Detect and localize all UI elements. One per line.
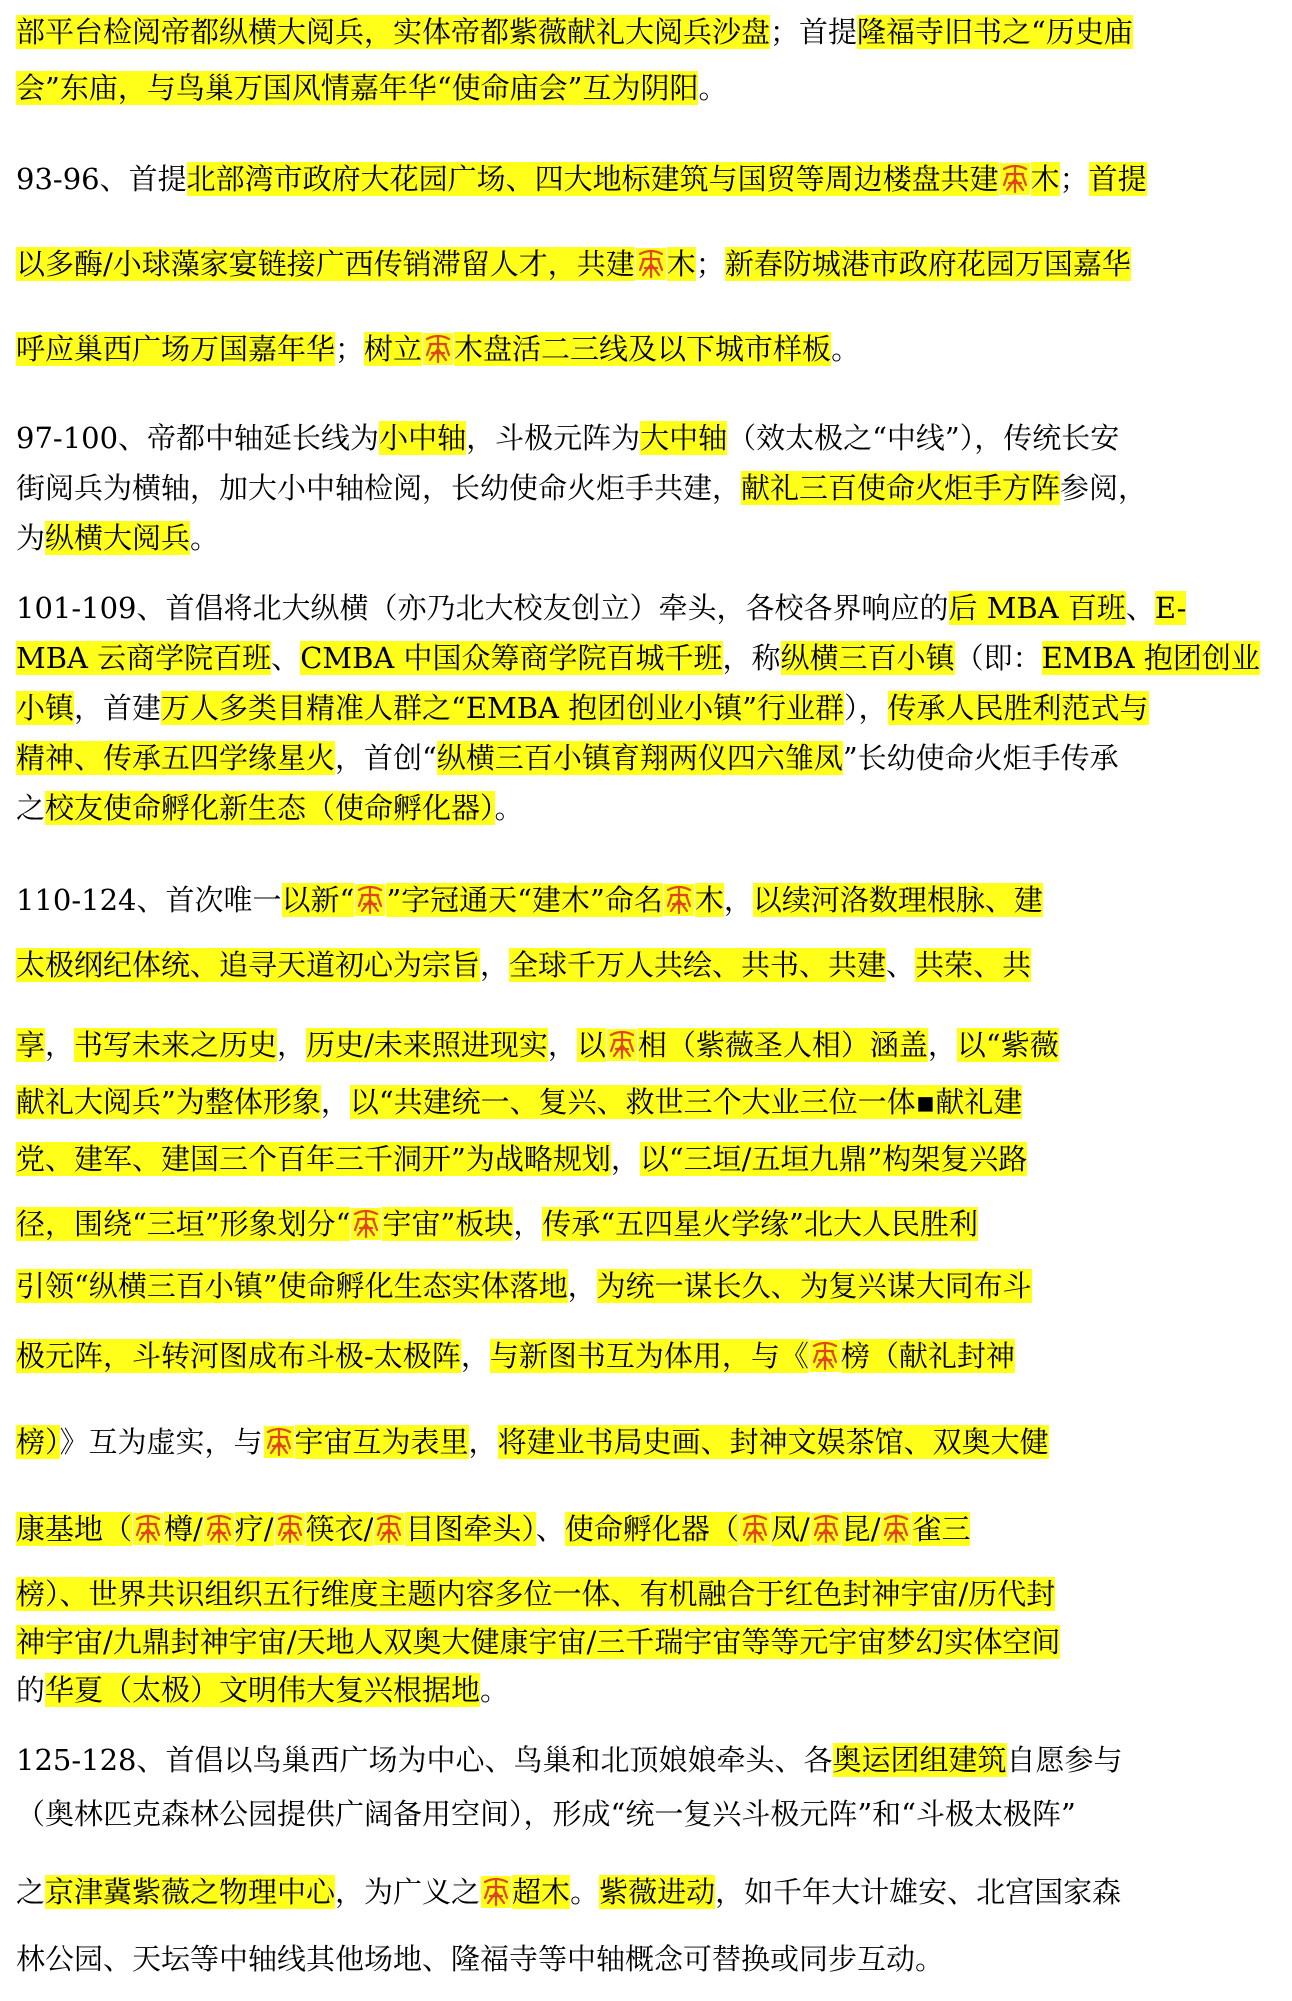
plain-text: ， (547, 1028, 577, 1062)
highlighted-text: CMBA 中国众筹商学院百城千班 (300, 641, 723, 675)
plain-text: ； (695, 247, 725, 281)
highlighted-text: 大中轴 (640, 421, 728, 455)
plain-text: （效太极之“中线”），传统长安 (727, 421, 1120, 455)
highlighted-text: 以续河洛数理根脉、建 (752, 883, 1043, 917)
text-line (16, 734, 1119, 782)
highlighted-text: 校友使命孵化新生态（使命孵化器） (45, 791, 495, 825)
plain-text: 林公园、天坛等中轴线其他场地、隆福寺等中轴概念可替换或同步互动。 (16, 1942, 945, 1976)
text-line (16, 1332, 1015, 1380)
highlighted-text: 小镇 (16, 691, 75, 725)
highlighted-text: 隆福寺旧书之“历史庙 (857, 15, 1133, 49)
highlighted-text: 以“三垣/五垣九鼎”构架复兴路 (639, 1142, 1028, 1176)
plain-text: 。 (570, 1875, 600, 1909)
plain-text: ， (480, 948, 510, 982)
highlighted-text: 以“共建统一、复兴、救世三个大业三位一体▪献礼建 (349, 1085, 1023, 1119)
highlighted-text: 共荣、共 (915, 948, 1032, 982)
highlighted-text: 树立 (364, 332, 423, 366)
highlighted-text: 享 (16, 1028, 46, 1062)
seal-glyph-icon (204, 1513, 234, 1545)
plain-text: 。 (190, 521, 220, 555)
text-line (16, 1736, 1123, 1784)
seal-glyph-icon (374, 1513, 404, 1545)
plain-text: ； (1059, 162, 1089, 196)
text-line (16, 464, 1147, 512)
plain-text: 。 (831, 332, 861, 366)
highlighted-text: 传承“五四星火学缘”北大人民胜利 (542, 1207, 978, 1241)
highlighted-text: 北部湾市政府大花园广场、四大地标建筑与国贸等周边楼盘共建 (186, 162, 999, 196)
highlighted-text: 与新图书互为体用，与《 (489, 1339, 809, 1373)
seal-glyph-icon (740, 1513, 770, 1545)
plain-text: ”长幼使命火炬手传承 (842, 741, 1119, 775)
highlighted-text: ”字冠通天“建木”命名 (386, 883, 663, 917)
plain-text: ）， (844, 691, 888, 725)
text-line (16, 155, 1147, 203)
plain-text: ， (277, 1028, 307, 1062)
text-line (16, 634, 1260, 682)
plain-text: 101-109、首倡将北大纵横（亦乃北大校友创立）牵头，各校各界响应的 (16, 591, 949, 625)
highlighted-text: 呼应巢西广场万国嘉年华 (16, 332, 336, 366)
plain-text: 。 (480, 1673, 510, 1707)
plain-text: 街阅兵为横轴，加大小中轴检阅，长幼使命火炬手共建， (16, 471, 742, 505)
text-line (16, 1666, 509, 1714)
seal-glyph-icon (133, 1513, 163, 1545)
plain-text: ，斗极元阵为 (466, 421, 641, 455)
highlighted-text: 精神、传承五四学缘星火 (16, 741, 336, 775)
text-line (16, 1262, 1032, 1310)
highlighted-text: 会”东庙，与鸟巢万国风情嘉年华“使命庙会”互为阴阳 (16, 71, 699, 105)
plain-text: 参阅， (1060, 471, 1148, 505)
seal-glyph-icon (264, 1426, 294, 1458)
plain-text: ，为广义之 (335, 1875, 481, 1909)
plain-text: ，首创“ (335, 741, 437, 775)
text-line (16, 1418, 1049, 1466)
plain-text: ， (723, 883, 753, 917)
plain-text: ， (513, 1207, 543, 1241)
seal-glyph-icon (881, 1513, 911, 1545)
highlighted-text: 疗/ (234, 1512, 274, 1546)
highlighted-text: 书写未来之历史 (74, 1028, 278, 1062)
highlighted-text: 筷衣/ (305, 1512, 374, 1546)
plain-text: 110-124、首次唯一 (16, 883, 282, 917)
highlighted-text: 后 MBA 百班 (948, 591, 1126, 625)
seal-glyph-icon (607, 1029, 637, 1061)
plain-text: ，称 (722, 641, 781, 675)
highlighted-text: 木 (1030, 162, 1060, 196)
highlighted-text: 榜）、世界共识组织五行维度主题内容多位一体、有机融合于红色封神宇宙/历代封 (16, 1577, 1056, 1611)
highlighted-text: 纵横三百小镇育翔两仪四六雏凤 (436, 741, 843, 775)
highlighted-text: 榜） (16, 1425, 60, 1459)
highlighted-text: 木 (666, 247, 696, 281)
plain-text: ，首建 (74, 691, 162, 725)
text-line (16, 64, 728, 112)
highlighted-text: 以多酶/小球藻家宴链接广西传销滞留人才，共建 (16, 247, 635, 281)
seal-glyph-icon (664, 884, 694, 916)
highlighted-text: 奥运团组建筑 (832, 1743, 1007, 1777)
highlighted-text: 新春防城港市政府花园万国嘉华 (724, 247, 1131, 281)
text-line (16, 325, 860, 373)
highlighted-text: 小中轴 (379, 421, 467, 455)
plain-text: 。 (494, 791, 524, 825)
highlighted-text: 万人多类目精准人群之“EMBA 抱团创业小镇”行业群 (161, 691, 845, 725)
seal-glyph-icon (355, 884, 385, 916)
plain-text: ， (320, 1085, 350, 1119)
seal-glyph-icon (275, 1513, 305, 1545)
highlighted-text: 京津冀紫薇之物理中心 (45, 1875, 336, 1909)
plain-text: （奥林匹克森林公园提供广阔备用空间），形成“统一复兴斗极元阵”和“斗极太极阵” (16, 1797, 1076, 1831)
highlighted-text: 樽/ (164, 1512, 203, 1546)
highlighted-text: 太极纲纪体统、追寻天道初心为宗旨 (16, 948, 481, 982)
highlighted-text: 以 (576, 1028, 606, 1062)
text-line (16, 876, 1043, 924)
highlighted-text: 历史/未来照进现实 (306, 1028, 548, 1062)
highlighted-text: 华夏（太极）文明伟大复兴根据地 (45, 1673, 481, 1707)
text-line (16, 1505, 970, 1553)
highlighted-text: 康基地（ (16, 1512, 133, 1546)
highlighted-text: 宇宙”板块 (382, 1207, 514, 1241)
text-line (16, 1618, 1060, 1666)
text-line (16, 584, 1186, 632)
plain-text: 之 (16, 791, 46, 825)
text-line (16, 1135, 1027, 1183)
highlighted-text: 首提 (1088, 162, 1147, 196)
seal-glyph-icon (481, 1876, 511, 1908)
plain-text: ， (927, 1028, 957, 1062)
plain-text: 、 (886, 948, 916, 982)
highlighted-text: 木 (694, 883, 724, 917)
text-line (16, 240, 1131, 288)
highlighted-text: 相（紫薇圣人相）涵盖 (637, 1028, 928, 1062)
plain-text: ，如千年大计雄安、北宫国家森 (715, 1875, 1122, 1909)
plain-text: 97-100、帝都中轴延长线为 (16, 421, 380, 455)
text-line (16, 1790, 1076, 1838)
plain-text: ， (567, 1269, 597, 1303)
highlighted-text: 献礼三百使命火炬手方阵 (741, 471, 1061, 505)
seal-glyph-icon (810, 1340, 840, 1372)
plain-text: 125-128、首倡以鸟巢西广场为中心、鸟巢和北顶娘娘牵头、各 (16, 1743, 833, 1777)
seal-glyph-icon (351, 1208, 381, 1240)
text-line (16, 941, 1031, 989)
text-line (16, 514, 219, 562)
highlighted-text: EMBA 抱团创业 (1041, 641, 1260, 675)
plain-text: ， (460, 1339, 490, 1373)
highlighted-text: 引领“纵横三百小镇”使命孵化生态实体落地 (16, 1269, 568, 1303)
highlighted-text: 纵横三百小镇 (780, 641, 955, 675)
highlighted-text: 极元阵，斗转河图成布斗极-太极阵 (16, 1339, 461, 1373)
plain-text: ；首提 (770, 15, 858, 49)
highlighted-text: 传承人民胜利范式与 (887, 691, 1149, 725)
text-line (16, 684, 1149, 732)
text-line (16, 1078, 1022, 1126)
plain-text: 、 (1125, 591, 1155, 625)
highlighted-text: 木盘活二三线及以下城市样板 (454, 332, 832, 366)
highlighted-text: 党、建军、建国三个百年三千洞开”为战略规划 (16, 1142, 611, 1176)
plain-text: 的 (16, 1673, 46, 1707)
highlighted-text: 将建业书局史画、封神文娱茶馆、双奥大健 (497, 1425, 1049, 1459)
plain-text: （即： (954, 641, 1042, 675)
plain-text: ， (468, 1425, 498, 1459)
highlighted-text: 超木 (512, 1875, 571, 1909)
highlighted-text: 目图牵头） (405, 1512, 536, 1546)
highlighted-text: MBA 云商学院百班 (16, 641, 272, 675)
text-line (16, 1021, 1059, 1069)
highlighted-text: 径，围绕“三垣”形象划分“ (16, 1207, 351, 1241)
seal-glyph-icon (811, 1513, 841, 1545)
highlighted-text: 榜（献礼封神 (840, 1339, 1015, 1373)
highlighted-text: 以新“ (281, 883, 355, 917)
highlighted-text: 以“紫薇 (956, 1028, 1059, 1062)
text-line (16, 8, 1133, 56)
highlighted-text: 为统一谋长久、为复兴谋大同布斗 (596, 1269, 1032, 1303)
plain-text: 》互为虚实，与 (59, 1425, 263, 1459)
highlighted-text: 紫薇进动 (599, 1875, 716, 1909)
highlighted-text: E- (1154, 591, 1187, 625)
plain-text: 。 (698, 71, 728, 105)
highlighted-text: 全球千万人共绘、共书、共建 (509, 948, 887, 982)
highlighted-text: 献礼大阅兵”为整体形象 (16, 1085, 321, 1119)
plain-text: 自愿参与 (1006, 1743, 1123, 1777)
text-line (16, 1570, 1055, 1618)
plain-text: 之 (16, 1875, 46, 1909)
seal-glyph-icon (1000, 163, 1030, 195)
plain-text: 为 (16, 521, 46, 555)
plain-text: ； (335, 332, 365, 366)
highlighted-text: 部平台检阅帝都纵横大阅兵，实体帝都紫薇献礼大阅兵沙盘 (16, 15, 771, 49)
highlighted-text: 神宇宙/九鼎封神宇宙/天地人双奥大健康宇宙/三千瑞宇宙等等元宇宙梦幻实体空间 (16, 1625, 1061, 1659)
highlighted-text: 昆/ (841, 1512, 881, 1546)
text-line (16, 784, 524, 832)
highlighted-text: 雀三 (912, 1512, 971, 1546)
text-line (16, 1935, 944, 1983)
highlighted-text: 凤/ (770, 1512, 810, 1546)
text-line (16, 414, 1119, 462)
plain-text: 、 (271, 641, 301, 675)
plain-text: ， (610, 1142, 640, 1176)
text-line (16, 1200, 978, 1248)
highlighted-text: 纵横大阅兵 (45, 521, 191, 555)
plain-text: 93-96、首提 (16, 162, 187, 196)
plain-text: 、 (535, 1512, 565, 1546)
highlighted-text: 宇宙互为表里 (294, 1425, 469, 1459)
highlighted-text: 使命孵化器（ (564, 1512, 739, 1546)
seal-glyph-icon (636, 248, 666, 280)
seal-glyph-icon (423, 333, 453, 365)
plain-text: ， (45, 1028, 75, 1062)
text-line (16, 1868, 1121, 1916)
